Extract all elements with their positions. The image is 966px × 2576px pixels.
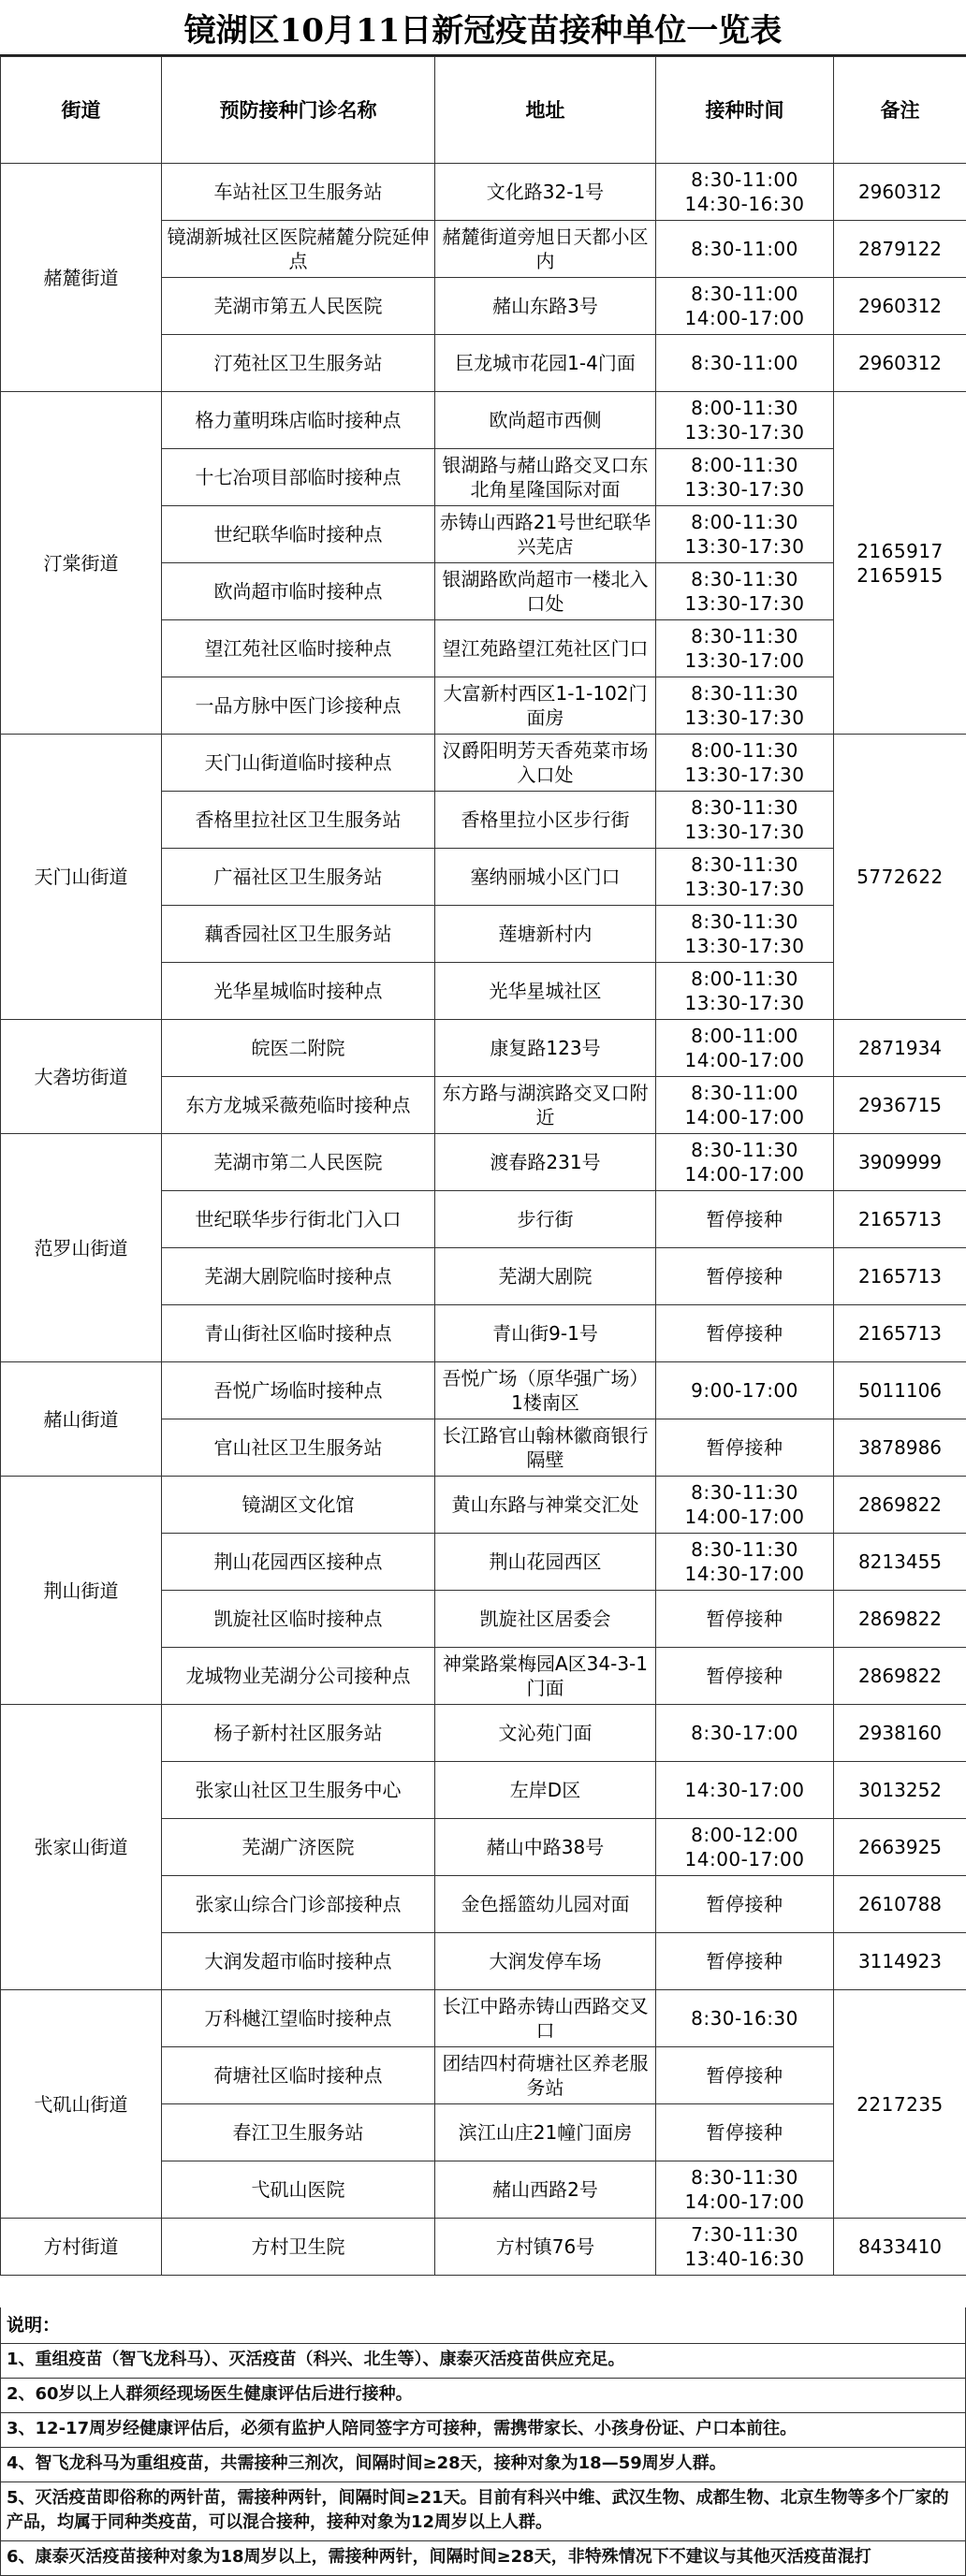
- notes-section: [0, 2307, 966, 2576]
- clinic-cell: 车站社区卫生服务站: [162, 164, 435, 221]
- address-cell: 银湖路欧尚超市一楼北入口处: [435, 563, 656, 620]
- table-row: [1, 1134, 966, 1191]
- remark-cell: 2938160: [834, 1705, 966, 1762]
- remark-cell: 2165713: [834, 1248, 966, 1305]
- street-cell: 弋矶山街道: [1, 1990, 162, 2219]
- street-cell: 张家山街道: [1, 1705, 162, 1990]
- remark-cell: 2869822: [834, 1591, 966, 1648]
- time-cell: 8:30-11:30 14:30-17:00: [656, 1534, 834, 1591]
- clinic-cell: 十七冶项目部临时接种点: [162, 449, 435, 506]
- remark-cell: 2610788: [834, 1876, 966, 1933]
- address-cell: 赭山中路38号: [435, 1819, 656, 1876]
- header-time: 接种时间: [656, 57, 834, 164]
- remark-cell: 2165713: [834, 1191, 966, 1248]
- header-remark: 备注: [834, 57, 966, 164]
- address-cell: 莲塘新村内: [435, 906, 656, 963]
- remark-cell: 3878986: [834, 1419, 966, 1477]
- address-cell: 汉爵阳明芳天香苑菜市场入口处: [435, 735, 656, 792]
- time-cell: 暂停接种: [656, 2047, 834, 2104]
- remark-cell: 2960312: [834, 278, 966, 335]
- table-header-row: [1, 57, 966, 164]
- remark-cell: 3909999: [834, 1134, 966, 1191]
- clinic-cell: 芜湖大剧院临时接种点: [162, 1248, 435, 1305]
- address-cell: 长江路官山翰林徽商银行隔壁: [435, 1419, 656, 1477]
- clinic-cell: 青山街社区临时接种点: [162, 1305, 435, 1362]
- clinic-cell: 龙城物业芜湖分公司接种点: [162, 1648, 435, 1705]
- time-cell: 8:30-11:30 13:30-17:30: [656, 906, 834, 963]
- address-cell: 东方路与湖滨路交叉口附近: [435, 1077, 656, 1134]
- vaccination-table: [0, 56, 966, 2276]
- clinic-cell: 荆山花园西区接种点: [162, 1534, 435, 1591]
- remark-cell: 2936715: [834, 1077, 966, 1134]
- remark-cell: 5011106: [834, 1362, 966, 1419]
- address-cell: 左岸D区: [435, 1762, 656, 1819]
- table-row: [1, 1705, 966, 1762]
- table-row: [1, 1990, 966, 2047]
- address-cell: 荆山花园西区: [435, 1534, 656, 1591]
- clinic-cell: 芜湖广济医院: [162, 1819, 435, 1876]
- table-row: [1, 164, 966, 221]
- address-cell: 方村镇76号: [435, 2219, 656, 2276]
- address-cell: 大富新村西区1-1-102门面房: [435, 677, 656, 735]
- note-item-4: 4、智飞龙科马为重组疫苗，共需接种三剂次，间隔时间≥28天，接种对象为18—59周岁人群。: [1, 2448, 965, 2482]
- time-cell: 暂停接种: [656, 1248, 834, 1305]
- table-body: [1, 164, 966, 2276]
- remark-cell: 5772622: [834, 735, 966, 1020]
- header-street: 街道: [1, 57, 162, 164]
- address-cell: 文化路32-1号: [435, 164, 656, 221]
- clinic-cell: 欧尚超市临时接种点: [162, 563, 435, 620]
- clinic-cell: 荷塘社区临时接种点: [162, 2047, 435, 2104]
- time-cell: 暂停接种: [656, 2104, 834, 2161]
- address-cell: 黄山东路与神棠交汇处: [435, 1477, 656, 1534]
- table-row: [1, 392, 966, 449]
- time-cell: 暂停接种: [656, 1305, 834, 1362]
- clinic-cell: 张家山社区卫生服务中心: [162, 1762, 435, 1819]
- address-cell: 赭山东路3号: [435, 278, 656, 335]
- notes-title: 说明：: [1, 2307, 965, 2344]
- time-cell: 8:00-11:30 13:30-17:30: [656, 735, 834, 792]
- address-cell: 芜湖大剧院: [435, 1248, 656, 1305]
- clinic-cell: 杨子新村社区服务站: [162, 1705, 435, 1762]
- address-cell: 神棠路棠梅园A区34-3-1门面: [435, 1648, 656, 1705]
- time-cell: 7:30-11:30 13:40-16:30: [656, 2219, 834, 2276]
- clinic-cell: 世纪联华临时接种点: [162, 506, 435, 563]
- clinic-cell: 万科樾江望临时接种点: [162, 1990, 435, 2047]
- clinic-cell: 芜湖市第二人民医院: [162, 1134, 435, 1191]
- clinic-cell: 春江卫生服务站: [162, 2104, 435, 2161]
- clinic-cell: 世纪联华步行街北门入口: [162, 1191, 435, 1248]
- time-cell: 暂停接种: [656, 1876, 834, 1933]
- address-cell: 塞纳丽城小区门口: [435, 849, 656, 906]
- clinic-cell: 张家山综合门诊部接种点: [162, 1876, 435, 1933]
- header-clinic: 预防接种门诊名称: [162, 57, 435, 164]
- clinic-cell: 官山社区卫生服务站: [162, 1419, 435, 1477]
- remark-cell: 2960312: [834, 335, 966, 392]
- address-cell: 长江中路赤铸山西路交叉口: [435, 1990, 656, 2047]
- address-cell: 青山街9-1号: [435, 1305, 656, 1362]
- street-cell: 方村街道: [1, 2219, 162, 2276]
- time-cell: 8:30-11:00 14:00-17:00: [656, 278, 834, 335]
- remark-cell: 2165917 2165915: [834, 392, 966, 735]
- address-cell: 吾悦广场（原华强广场）1楼南区: [435, 1362, 656, 1419]
- address-cell: 渡春路231号: [435, 1134, 656, 1191]
- time-cell: 8:00-11:30 13:30-17:30: [656, 392, 834, 449]
- address-cell: 团结四村荷塘社区养老服务站: [435, 2047, 656, 2104]
- time-cell: 8:30-11:30 14:00-17:00: [656, 2161, 834, 2219]
- time-cell: 8:30-11:00: [656, 335, 834, 392]
- time-cell: 8:30-11:30 13:30-17:00: [656, 620, 834, 677]
- table-row: [1, 1477, 966, 1534]
- time-cell: 8:30-11:00 14:00-17:00: [656, 1077, 834, 1134]
- clinic-cell: 一品方脉中医门诊接种点: [162, 677, 435, 735]
- clinic-cell: 大润发超市临时接种点: [162, 1933, 435, 1990]
- street-cell: 赭麓街道: [1, 164, 162, 392]
- time-cell: 8:00-12:00 14:00-17:00: [656, 1819, 834, 1876]
- remark-cell: 2217235: [834, 1990, 966, 2219]
- time-cell: 8:30-11:30 13:30-17:30: [656, 849, 834, 906]
- clinic-cell: 香格里拉社区卫生服务站: [162, 792, 435, 849]
- street-cell: 赭山街道: [1, 1362, 162, 1477]
- note-item-1: 1、重组疫苗（智飞龙科马）、灭活疫苗（科兴、北生等）、康泰灭活疫苗供应充足。: [1, 2344, 965, 2379]
- time-cell: 暂停接种: [656, 1191, 834, 1248]
- clinic-cell: 凯旋社区临时接种点: [162, 1591, 435, 1648]
- address-cell: 望江苑路望江苑社区门口: [435, 620, 656, 677]
- header-address: 地址: [435, 57, 656, 164]
- clinic-cell: 望江苑社区临时接种点: [162, 620, 435, 677]
- clinic-cell: 吾悦广场临时接种点: [162, 1362, 435, 1419]
- note-item-2: 2、60岁以上人群须经现场医生健康评估后进行接种。: [1, 2379, 965, 2413]
- clinic-cell: 格力董明珠店临时接种点: [162, 392, 435, 449]
- address-cell: 欧尚超市西侧: [435, 392, 656, 449]
- clinic-cell: 镜湖新城社区医院赭麓分院延伸点: [162, 221, 435, 278]
- address-cell: 康复路123号: [435, 1020, 656, 1077]
- note-item-6: 6、康泰灭活疫苗接种对象为18周岁以上，需接种两针，间隔时间≥28天，非特殊情况下不建议与其他灭活疫苗混打: [1, 2541, 965, 2576]
- time-cell: 8:30-11:00 14:30-16:30: [656, 164, 834, 221]
- address-cell: 赭山西路2号: [435, 2161, 656, 2219]
- clinic-cell: 藕香园社区卫生服务站: [162, 906, 435, 963]
- remark-cell: 2663925: [834, 1819, 966, 1876]
- remark-cell: 2165713: [834, 1305, 966, 1362]
- clinic-cell: 东方龙城采薇苑临时接种点: [162, 1077, 435, 1134]
- address-cell: 滨江山庄21幢门面房: [435, 2104, 656, 2161]
- remark-cell: 2960312: [834, 164, 966, 221]
- time-cell: 14:30-17:00: [656, 1762, 834, 1819]
- address-cell: 香格里拉小区步行街: [435, 792, 656, 849]
- address-cell: 大润发停车场: [435, 1933, 656, 1990]
- address-cell: 文沁苑门面: [435, 1705, 656, 1762]
- address-cell: 赭麓街道旁旭日天都小区内: [435, 221, 656, 278]
- time-cell: 8:30-11:30 13:30-17:30: [656, 563, 834, 620]
- clinic-cell: 镜湖区文化馆: [162, 1477, 435, 1534]
- remark-cell: 2879122: [834, 221, 966, 278]
- clinic-cell: 天门山街道临时接种点: [162, 735, 435, 792]
- time-cell: 8:30-11:30 13:30-17:30: [656, 677, 834, 735]
- remark-cell: 2869822: [834, 1477, 966, 1534]
- street-cell: 范罗山街道: [1, 1134, 162, 1362]
- clinic-cell: 汀苑社区卫生服务站: [162, 335, 435, 392]
- address-cell: 巨龙城市花园1-4门面: [435, 335, 656, 392]
- time-cell: 8:30-11:30 14:00-17:00: [656, 1134, 834, 1191]
- time-cell: 8:30-11:00: [656, 221, 834, 278]
- time-cell: 8:00-11:30 13:30-17:30: [656, 506, 834, 563]
- time-cell: 暂停接种: [656, 1591, 834, 1648]
- table-row: [1, 1362, 966, 1419]
- table-row: [1, 2219, 966, 2276]
- clinic-cell: 广福社区卫生服务站: [162, 849, 435, 906]
- remark-cell: 8433410: [834, 2219, 966, 2276]
- time-cell: 8:00-11:00 14:00-17:00: [656, 1020, 834, 1077]
- time-cell: 8:30-11:30 13:30-17:30: [656, 792, 834, 849]
- remark-cell: 2871934: [834, 1020, 966, 1077]
- time-cell: 8:30-16:30: [656, 1990, 834, 2047]
- address-cell: 银湖路与赭山路交叉口东北角星隆国际对面: [435, 449, 656, 506]
- time-cell: 8:00-11:30 13:30-17:30: [656, 963, 834, 1020]
- table-row: [1, 1020, 966, 1077]
- clinic-cell: 弋矶山医院: [162, 2161, 435, 2219]
- time-cell: 8:30-11:30 14:00-17:00: [656, 1477, 834, 1534]
- note-item-3: 3、12-17周岁经健康评估后，必须有监护人陪同签字方可接种，需携带家长、小孩身份证、户口本前往。: [1, 2413, 965, 2448]
- page-title: 镜湖区10月11日新冠疫苗接种单位一览表: [0, 0, 966, 56]
- time-cell: 8:00-11:30 13:30-17:30: [656, 449, 834, 506]
- street-cell: 汀棠街道: [1, 392, 162, 735]
- clinic-cell: 芜湖市第五人民医院: [162, 278, 435, 335]
- table-row: [1, 735, 966, 792]
- street-cell: 荆山街道: [1, 1477, 162, 1705]
- remark-cell: 8213455: [834, 1534, 966, 1591]
- street-cell: 大砻坊街道: [1, 1020, 162, 1134]
- address-cell: 金色摇篮幼儿园对面: [435, 1876, 656, 1933]
- address-cell: 光华星城社区: [435, 963, 656, 1020]
- time-cell: 暂停接种: [656, 1933, 834, 1990]
- clinic-cell: 皖医二附院: [162, 1020, 435, 1077]
- address-cell: 步行街: [435, 1191, 656, 1248]
- time-cell: 9:00-17:00: [656, 1362, 834, 1419]
- address-cell: 赤铸山西路21号世纪联华兴芜店: [435, 506, 656, 563]
- remark-cell: 2869822: [834, 1648, 966, 1705]
- address-cell: 凯旋社区居委会: [435, 1591, 656, 1648]
- street-cell: 天门山街道: [1, 735, 162, 1020]
- remark-cell: 3114923: [834, 1933, 966, 1990]
- remark-cell: 3013252: [834, 1762, 966, 1819]
- clinic-cell: 光华星城临时接种点: [162, 963, 435, 1020]
- time-cell: 暂停接种: [656, 1648, 834, 1705]
- time-cell: 8:30-17:00: [656, 1705, 834, 1762]
- note-item-5: 5、灭活疫苗即俗称的两针苗，需接种两针，间隔时间≥21天。目前有科兴中维、武汉生物、成都生物、北京生物等多个厂家的产品，均属于同种类疫苗，可以混合接种，接种对象为12周岁以上人群。: [1, 2482, 965, 2541]
- time-cell: 暂停接种: [656, 1419, 834, 1477]
- clinic-cell: 方村卫生院: [162, 2219, 435, 2276]
